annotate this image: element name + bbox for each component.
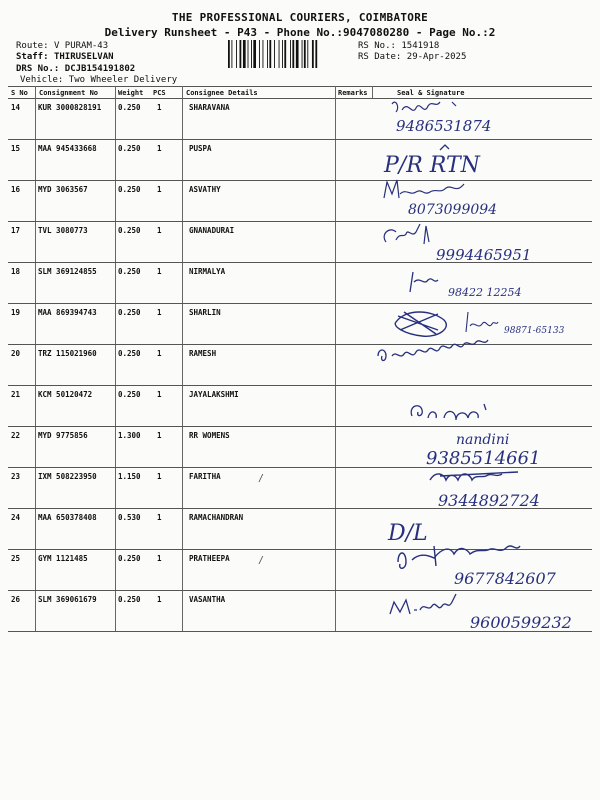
company-title: THE PROFESSIONAL COURIERS, COIMBATORE (171, 11, 429, 24)
staff-value: THIRUSELVAN (53, 52, 114, 62)
route-value: V PURAM-43 (53, 41, 109, 51)
row-consignment-no: SLM 369061679 (38, 595, 97, 604)
vehicle-line (20, 75, 177, 85)
drs-line (16, 64, 135, 74)
barcode-bar (279, 40, 280, 68)
pen-tick-mark: / (258, 555, 265, 566)
col-header-weight: Weight (118, 89, 144, 97)
barcode-bar (231, 40, 232, 68)
row-weight: 0.250 (118, 349, 141, 358)
row-pcs: 1 (157, 554, 162, 563)
row-consignee-name: NIRMALYA (189, 267, 226, 276)
row-consignment-no: MYD 9775856 (38, 431, 88, 440)
signature-row-19 (395, 312, 564, 336)
rs-date-line (358, 52, 466, 62)
signature-row-17 (384, 224, 531, 264)
barcode-bar (312, 40, 314, 68)
col-header-sno: S No (11, 89, 28, 97)
row-consignee-name: VASANTHA (189, 595, 226, 604)
table-row-rule (8, 139, 592, 140)
handwritten-name: nandini (456, 432, 510, 448)
row-weight: 1.150 (118, 472, 141, 481)
col-header-seal-signature: Seal & Signature (397, 89, 465, 97)
row-consignment-no: SLM 369124855 (38, 267, 97, 276)
row-sno: 22 (11, 431, 21, 440)
handwritten-phone: 98422 12254 (448, 286, 522, 299)
row-pcs: 1 (157, 267, 162, 276)
col-header-consignment: Consignment No (39, 89, 99, 97)
drs-value: DCJB154191802 (64, 64, 136, 74)
signature-row-22 (411, 404, 540, 469)
row-pcs: 1 (157, 226, 162, 235)
row-consignee-name: RAMACHANDRAN (189, 513, 244, 522)
rs-no-line (358, 41, 439, 51)
barcode-bar (274, 40, 275, 68)
row-sno: 21 (11, 390, 21, 399)
row-consignee-name: PUSPA (189, 144, 212, 153)
rs-date-value: 29-Apr-2025 (406, 52, 467, 62)
barcode-bar (304, 40, 306, 68)
barcode-bar (240, 40, 242, 68)
row-consignee-name: RAMESH (189, 349, 217, 358)
table-header-rule (8, 98, 592, 99)
barcode-bar (267, 40, 268, 68)
handwritten-phone: 9994465951 (436, 246, 532, 264)
row-pcs: 1 (157, 308, 162, 317)
table-row-rule (8, 385, 592, 386)
row-pcs: 1 (157, 103, 162, 112)
row-consignment-no: GYM 1121485 (38, 554, 88, 563)
barcode-bar (253, 40, 256, 68)
pen-tick-mark: / (258, 473, 265, 484)
barcode-bar (228, 40, 230, 68)
table-top-rule (8, 86, 592, 87)
row-weight: 0.250 (118, 103, 141, 112)
route-label: Route: (16, 41, 49, 51)
row-sno: 19 (11, 308, 21, 317)
row-weight: 0.530 (118, 513, 141, 522)
row-consignment-no: TRZ 115021960 (38, 349, 97, 358)
signature-row-23 (430, 472, 540, 510)
handwritten-phone: 9600599232 (470, 613, 572, 632)
table-row-rule (8, 426, 592, 427)
handwritten-note-dl: D/L (388, 521, 428, 546)
signature-row-24-25 (387, 521, 557, 588)
barcode-bar (307, 40, 308, 68)
row-sno: 25 (11, 554, 21, 563)
handwritten-phone: 8073099094 (408, 202, 498, 218)
col-header-pcs: PCS (153, 89, 166, 97)
row-weight: 0.250 (118, 185, 141, 194)
row-consignee-name: SHARAVANA (189, 103, 230, 112)
row-sno: 17 (11, 226, 21, 235)
row-weight: 0.250 (118, 144, 141, 153)
barcode-bar (290, 40, 291, 68)
row-weight: 1.300 (118, 431, 141, 440)
row-consignment-no: MYD 3063567 (38, 185, 88, 194)
signature-row-26 (390, 594, 572, 632)
table-row-rule (8, 221, 592, 222)
signature-row-14 (392, 102, 491, 135)
col-header-remarks: Remarks (338, 89, 368, 97)
row-sno: 16 (11, 185, 21, 194)
row-sno: 20 (11, 349, 21, 358)
barcode-bar (259, 40, 260, 68)
row-sno: 15 (11, 144, 21, 153)
handwritten-phone: 9344892724 (438, 491, 540, 510)
barcode-bar (292, 40, 294, 68)
staff-line (16, 52, 114, 62)
row-weight: 0.250 (118, 226, 141, 235)
table-row-rule (8, 344, 592, 345)
row-sno: 26 (11, 595, 21, 604)
row-weight: 0.250 (118, 554, 141, 563)
staff-label: Staff: (16, 52, 49, 62)
vehicle-label: Vehicle: (20, 75, 64, 85)
row-pcs: 1 (157, 349, 162, 358)
handwritten-note-pr-rtn: P/R RTN (384, 153, 480, 178)
barcode-bar (315, 40, 317, 68)
row-consignee-name: ASVATHY (189, 185, 221, 194)
rs-no-label: RS No.: (358, 41, 396, 51)
row-consignment-no: KCM 50120472 (38, 390, 93, 399)
rs-date-label: RS Date: (358, 52, 402, 62)
row-consignment-no: TVL 3080773 (38, 226, 88, 235)
barcode-bar (302, 40, 303, 68)
row-consignment-no: MAA 650378408 (38, 513, 97, 522)
barcode-image (228, 40, 352, 68)
table-row-rule (8, 631, 592, 632)
route-line (16, 41, 108, 51)
row-consignee-name: FARITHA (189, 472, 221, 481)
row-pcs: 1 (157, 390, 162, 399)
row-sno: 23 (11, 472, 21, 481)
barcode-bar (243, 40, 246, 68)
row-consignee-name: RR WOMENS (189, 431, 230, 440)
runsheet-subtitle: Delivery Runsheet - P43 - Phone No.:9047080280 - Page No.:2 (104, 26, 496, 39)
row-pcs: 1 (157, 513, 162, 522)
row-weight: 0.250 (118, 595, 141, 604)
barcode-bar (269, 40, 271, 68)
vehicle-value: Two Wheeler Delivery (68, 75, 178, 85)
row-weight: 0.250 (118, 390, 141, 399)
row-consignee-name: PRATHEEPA (189, 554, 230, 563)
row-consignment-no: MAA 869394743 (38, 308, 97, 317)
row-pcs: 1 (157, 595, 162, 604)
barcode-bar (296, 40, 299, 68)
signature-row-18 (410, 272, 521, 299)
table-row-rule (8, 467, 592, 468)
table-row-rule (8, 549, 592, 550)
table-row-rule (8, 590, 592, 591)
table-row-rule (8, 303, 592, 304)
row-consignee-name: SHARLIN (189, 308, 221, 317)
barcode-bar (236, 40, 237, 68)
table-row-rule (8, 508, 592, 509)
row-sno: 14 (11, 103, 21, 112)
table-row-rule (8, 180, 592, 181)
row-consignee-name: GNANADURAI (189, 226, 235, 235)
handwritten-phone: 9677842607 (454, 569, 556, 588)
row-consignment-no: MAA 945433668 (38, 144, 97, 153)
barcode-bar (248, 40, 249, 68)
row-pcs: 1 (157, 185, 162, 194)
row-consignment-no: KUR 3000828191 (38, 103, 102, 112)
handwritten-phone: 9486531874 (396, 117, 492, 135)
handwritten-phone: 98871-65133 (504, 326, 565, 336)
signature-row-15 (383, 145, 481, 178)
column-divider (372, 86, 373, 98)
row-weight: 0.250 (118, 308, 141, 317)
signature-row-16 (384, 180, 497, 218)
drs-label: DRS No.: (16, 64, 60, 74)
col-header-consignee: Consignee Details (186, 89, 258, 97)
table-row-rule (8, 262, 592, 263)
row-sno: 24 (11, 513, 21, 522)
row-pcs: 1 (157, 144, 162, 153)
row-consignee-name: JAYALAKSHMI (189, 390, 239, 399)
rs-no-value: 1541918 (401, 41, 440, 51)
barcode-bar (282, 40, 283, 68)
handwritten-phone: 9385514661 (426, 448, 541, 469)
barcode-bar (284, 40, 286, 68)
row-weight: 0.250 (118, 267, 141, 276)
row-consignment-no: IXM 508223950 (38, 472, 97, 481)
row-pcs: 1 (157, 431, 162, 440)
row-pcs: 1 (157, 472, 162, 481)
barcode-bar (251, 40, 252, 68)
row-sno: 18 (11, 267, 21, 276)
barcode-bar (263, 40, 264, 68)
